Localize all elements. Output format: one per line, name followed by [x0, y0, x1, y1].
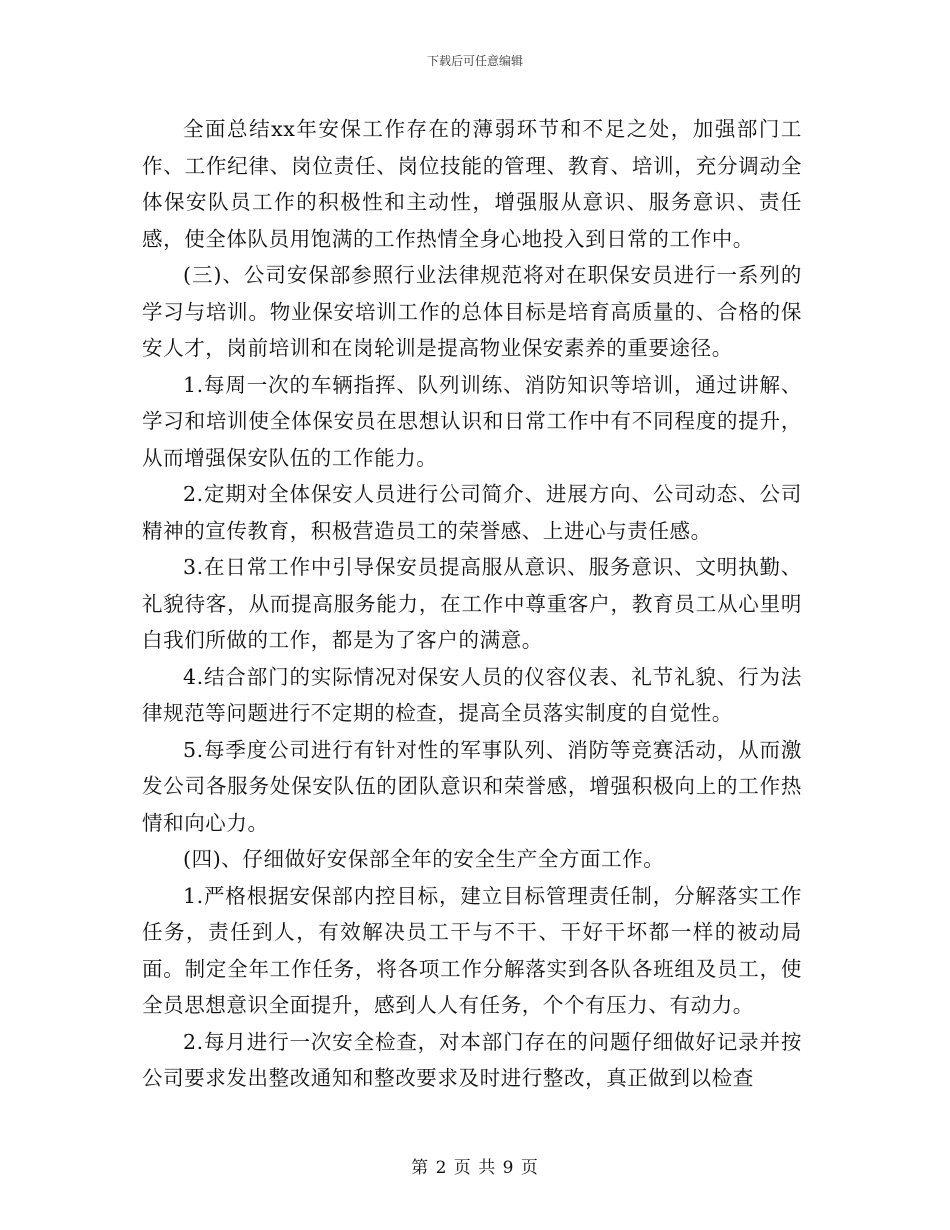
- paragraph: 2.定期对全体保安人员进行公司简介、进展方向、公司动态、公司精神的宣传教育，积极营造员工的荣誉感、上进心与责任感。: [142, 482, 802, 543]
- paragraph: 3.在日常工作中引导保安员提高服从意识、服务意识、文明执勤、礼貌待客，从而提高服务能力，在工作中尊重客户，教育员工从心里明白我们所做的工作，都是为了客户的满意。: [142, 555, 802, 652]
- paragraph: 1.每周一次的车辆指挥、队列训练、消防知识等培训，通过讲解、学习和培训使全体保安员在思想认识和日常工作中有不同程度的提升，从而增强保安队伍的工作能力。: [142, 372, 802, 470]
- paragraph: (四)、仔细做好安保部全年的安全生产全方面工作。: [183, 847, 665, 871]
- paragraph: 全面总结xx年安保工作存在的薄弱环节和不足之处，加强部门工作、工作纪律、岗位责任、岗位技能的管理、教育、培训，充分调动全体保安队员工作的积极性和主动性，增强服从意识、服务意识、责任感，使全体队员用饱满的工作热情全身心地投入到日常的工作中。: [142, 117, 802, 251]
- paragraph: 1.严格根据安保部内控目标，建立目标管理责任制，分解落实工作任务，责任到人，有效解决员工干与不干、干好干坏都一样的被动局面。制定全年工作任务，将各项工作分解落实到各队各班组及员工，使全员思想意识全面提升，感到人人有任务，个个有压力、有动力。: [142, 883, 802, 1017]
- paragraph: 4.结合部门的实际情况对保安人员的仪容仪表、礼节礼貌、行为法律规范等问题进行不定期的检查，提高全员落实制度的自觉性。: [142, 664, 802, 725]
- document-body: [142, 111, 802, 1097]
- page-number-footer: 第 2 页 共 9 页: [411, 1158, 539, 1178]
- paragraph: (三)、公司安保部参照行业法律规范将对在职保安员进行一系列的学习与培训。物业保安培训工作的总体目标是培育高质量的、合格的保安人才，岗前培训和在岗轮训是提高物业保安素养的重要途径。: [142, 263, 802, 360]
- paragraph: 5.每季度公司进行有针对性的军事队列、消防等竞赛活动，从而激发公司各服务处保安队伍的团队意识和荣誉感，增强积极向上的工作热情和向心力。: [142, 737, 802, 835]
- page-header: 下载后可任意编辑: [426, 54, 523, 68]
- paragraph: 2.每月进行一次安全检查，对本部门存在的问题仔细做好记录并按公司要求发出整改通知和整改要求及时进行整改，真正做到以检查: [142, 1029, 802, 1090]
